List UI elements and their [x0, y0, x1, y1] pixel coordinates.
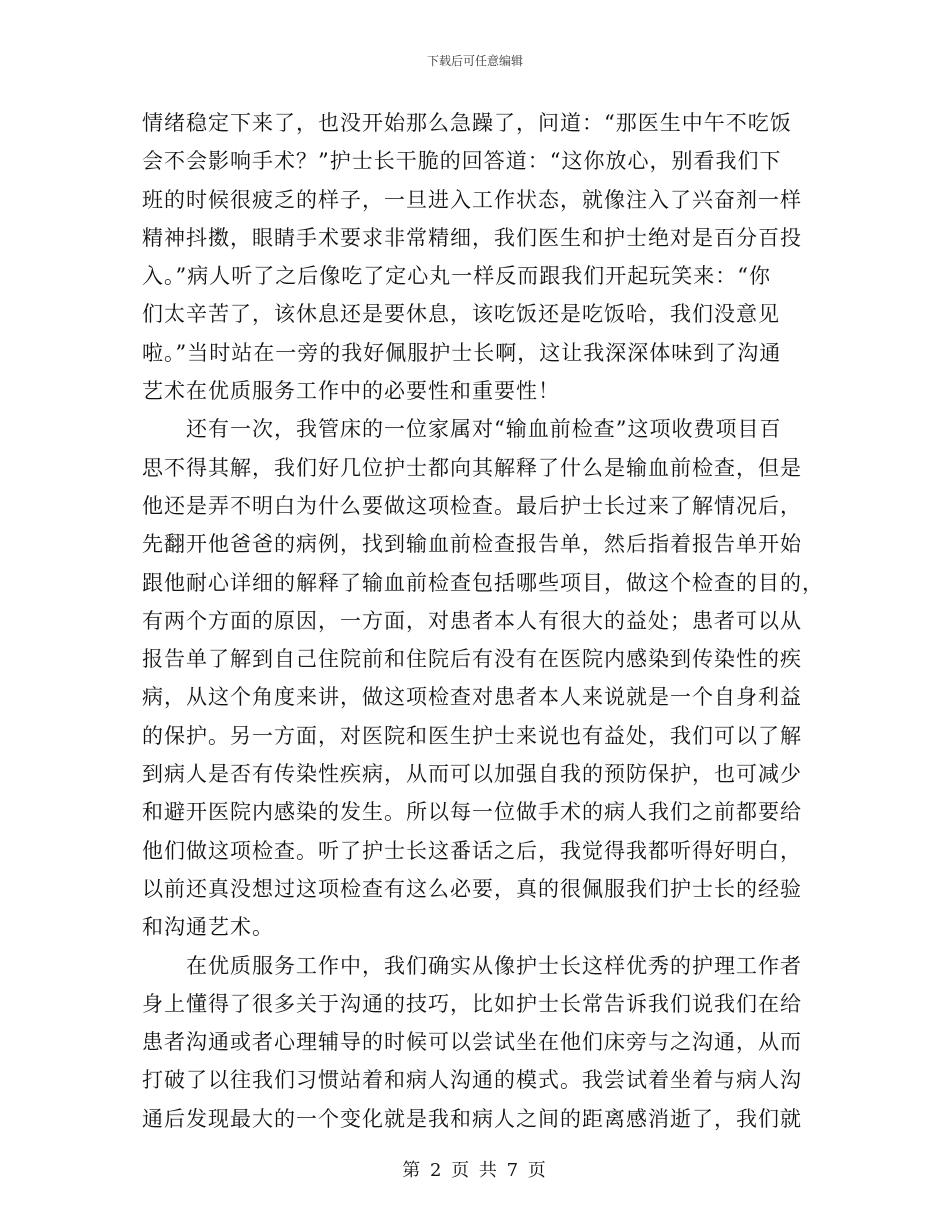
text-line: 和避开医院内感染的发生。所以每一位做手术的病人我们之前都要给	[142, 800, 802, 825]
text-line: 精神抖擞，眼睛手术要求非常精细，我们医生和护士绝对是百分百投	[142, 225, 802, 250]
paragraph-1	[142, 104, 802, 410]
text-line: 他还是弄不明白为什么要做这项检查。最后护士长过来了解情况后，	[142, 493, 802, 518]
text-line: 先翻开他爸爸的病例，找到输血前检查报告单，然后指着报告单开始	[142, 532, 802, 557]
text-line: 们太辛苦了，该休息还是要休息，该吃饭还是吃饭哈，我们没意见	[142, 302, 780, 327]
text-line: 思不得其解，我们好几位护士都向其解释了什么是输血前检查，但是	[142, 455, 802, 480]
text-line: 入。”病人听了之后像吃了定心丸一样反而跟我们开起玩笑来：“你	[142, 264, 771, 289]
text-line: 以前还真没想过这项检查有这么必要，真的很佩服我们护士长的经验	[142, 876, 802, 901]
text-line: 病，从这个角度来讲，做这项检查对患者本人来说就是一个自身利益	[142, 685, 802, 710]
text-line: 通后发现最大的一个变化就是我和病人之间的距离感消逝了，我们就	[142, 1106, 802, 1131]
text-line: 艺术在优质服务工作中的必要性和重要性！	[142, 379, 560, 404]
text-line: 打破了以往我们习惯站着和病人沟通的模式。我尝试着坐着与病人沟	[142, 1068, 802, 1093]
text-line: 会不会影响手术？”护士长干脆的回答道：“这你放心，别看我们下	[142, 149, 782, 174]
text-line: 身上懂得了很多关于沟通的技巧，比如护士长常告诉我们说我们在给	[142, 991, 802, 1016]
text-line: 跟他耐心详细的解释了输血前检查包括哪些项目，做这个检查的目的，	[142, 570, 824, 595]
text-line: 啦。”当时站在一旁的我好佩服护士长啊，这让我深深体味到了沟通	[142, 340, 782, 365]
text-line: 报告单了解到自己住院前和住院后有没有在医院内感染到传染性的疾	[142, 647, 802, 672]
text-line: 他们做这项检查。听了护士长这番话之后，我觉得我都听得好明白，	[142, 838, 802, 863]
text-line: 和沟通艺术。	[142, 915, 274, 940]
text-line: 在优质服务工作中，我们确实从像护士长这样优秀的护理工作者	[186, 953, 802, 978]
text-line: 情绪稳定下来了，也没开始那么急躁了，问道：“那医生中午不吃饭	[142, 111, 792, 135]
text-line: 患者沟通或者心理辅导的时候可以尝试坐在他们床旁与之沟通，从而	[142, 1030, 802, 1055]
text-line: 的保护。另一方面，对医院和医生护士来说也有益处，我们可以了解	[142, 723, 802, 748]
text-line: 有两个方面的原因，一方面，对患者本人有很大的益处；患者可以从	[142, 608, 802, 633]
text-line: 到病人是否有传染性疾病，从而可以加强自我的预防保护，也可减少	[142, 762, 802, 787]
text-line: 还有一次，我管床的一位家属对“输血前检查”这项收费项目百	[186, 417, 782, 442]
document-body	[142, 104, 824, 1138]
page-header-note: 下载后可任意编辑	[426, 54, 523, 68]
paragraph-2	[142, 410, 824, 946]
paragraph-3	[142, 947, 802, 1138]
page-number: 第 2 页 共 7 页	[402, 1160, 548, 1181]
text-line: 班的时候很疲乏的样子，一旦进入工作状态，就像注入了兴奋剂一样	[142, 187, 802, 212]
